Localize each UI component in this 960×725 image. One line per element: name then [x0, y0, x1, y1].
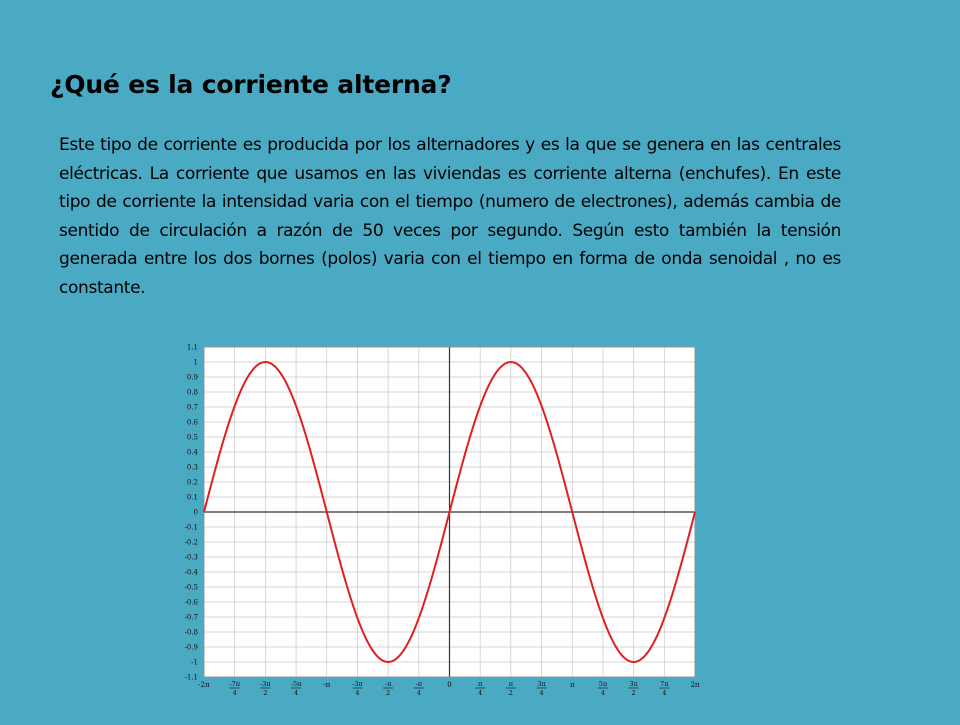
y-tick-label: -0.9: [184, 643, 198, 652]
x-tick-denominator: 2: [386, 689, 391, 697]
x-tick-numerator: -3π: [352, 680, 363, 688]
x-tick-denominator: 4: [539, 689, 544, 697]
x-tick-numerator: -3π: [260, 680, 271, 688]
y-tick-label: 0.3: [186, 463, 198, 472]
x-tick-numerator: -7π: [229, 680, 240, 688]
y-tick-label: 1: [193, 358, 198, 367]
y-tick-label: 0.2: [186, 478, 198, 487]
y-tick-label: -0.6: [184, 598, 198, 607]
y-tick-label: 0.8: [186, 388, 198, 397]
y-tick-label: -0.7: [184, 613, 198, 622]
x-tick-label: 0: [447, 681, 452, 689]
y-tick-label: -0.8: [184, 628, 198, 637]
x-tick-denominator: 4: [355, 689, 360, 697]
x-tick-denominator: 4: [293, 689, 299, 697]
x-tick-label: 2π: [690, 681, 700, 689]
x-tick-label: -π: [323, 681, 331, 689]
y-tick-label: 0.1: [186, 493, 198, 502]
x-tick-fraction: [659, 680, 669, 697]
x-tick-numerator: -π: [384, 680, 392, 688]
y-tick-label: 0.7: [186, 403, 198, 412]
y-tick-label: -0.3: [184, 553, 198, 562]
x-tick-numerator: π: [508, 680, 514, 688]
y-tick-label: 0.4: [186, 448, 198, 457]
x-tick-fraction: [475, 680, 485, 697]
x-tick-fraction: [291, 680, 302, 697]
x-tick-fraction: [352, 680, 363, 697]
x-tick-fraction: [414, 680, 424, 697]
y-tick-label: -0.4: [184, 568, 198, 577]
x-tick-fraction: [383, 680, 393, 697]
x-tick-numerator: 3π: [629, 680, 638, 688]
y-tick-label: 1.1: [186, 343, 198, 352]
x-tick-fraction: [537, 680, 547, 697]
y-tick-label: -1.1: [184, 673, 198, 682]
x-tick-denominator: 4: [600, 689, 606, 697]
x-tick-denominator: 4: [662, 689, 667, 697]
y-tick-label: 0.5: [186, 433, 198, 442]
slide-title: ¿Qué es la corriente alterna?: [50, 70, 452, 99]
x-tick-label: π: [569, 681, 575, 689]
y-tick-label: -0.2: [184, 538, 198, 547]
x-tick-denominator: 4: [478, 689, 483, 697]
x-tick-fraction: [229, 680, 240, 697]
slide-body-text: Este tipo de corriente es producida por los alternadores y es la que se genera en las centrales eléctricas. La corriente que usamos en las viviendas es corriente alterna (enchufes). En este tipo de corriente la intensidad varia con el tiempo (numero de electrones), además cambia de sentido de circulación a razón de 50 veces por segundo. Según esto también la tensión generada entre los dos bornes (polos) varia con el tiempo en forma de onda senoidal , no es constante.: [59, 135, 841, 298]
x-tick-denominator: 4: [416, 689, 421, 697]
y-tick-label: -1: [191, 658, 198, 667]
x-tick-numerator: π: [478, 680, 483, 688]
x-tick-numerator: -π: [415, 680, 423, 688]
x-tick-numerator: -5π: [290, 680, 302, 688]
x-tick-numerator: 3π: [537, 680, 546, 688]
y-tick-label: 0.9: [186, 373, 198, 382]
x-tick-numerator: 5π: [598, 680, 608, 688]
x-tick-numerator: 7π: [660, 680, 669, 688]
x-tick-fraction: [629, 680, 639, 697]
x-tick-fraction: [598, 680, 608, 697]
x-tick-fraction: [260, 680, 271, 697]
y-tick-label: 0.6: [186, 418, 198, 427]
x-tick-denominator: 2: [631, 689, 636, 697]
x-tick-fraction: [506, 680, 516, 697]
y-tick-label: -0.1: [184, 523, 198, 532]
x-tick-denominator: 2: [263, 689, 268, 697]
y-tick-label: -0.5: [184, 583, 198, 592]
x-tick-label: -2π: [198, 681, 210, 689]
y-tick-label: 0: [193, 508, 198, 517]
x-tick-denominator: 4: [232, 689, 237, 697]
x-tick-denominator: 2: [508, 689, 513, 697]
